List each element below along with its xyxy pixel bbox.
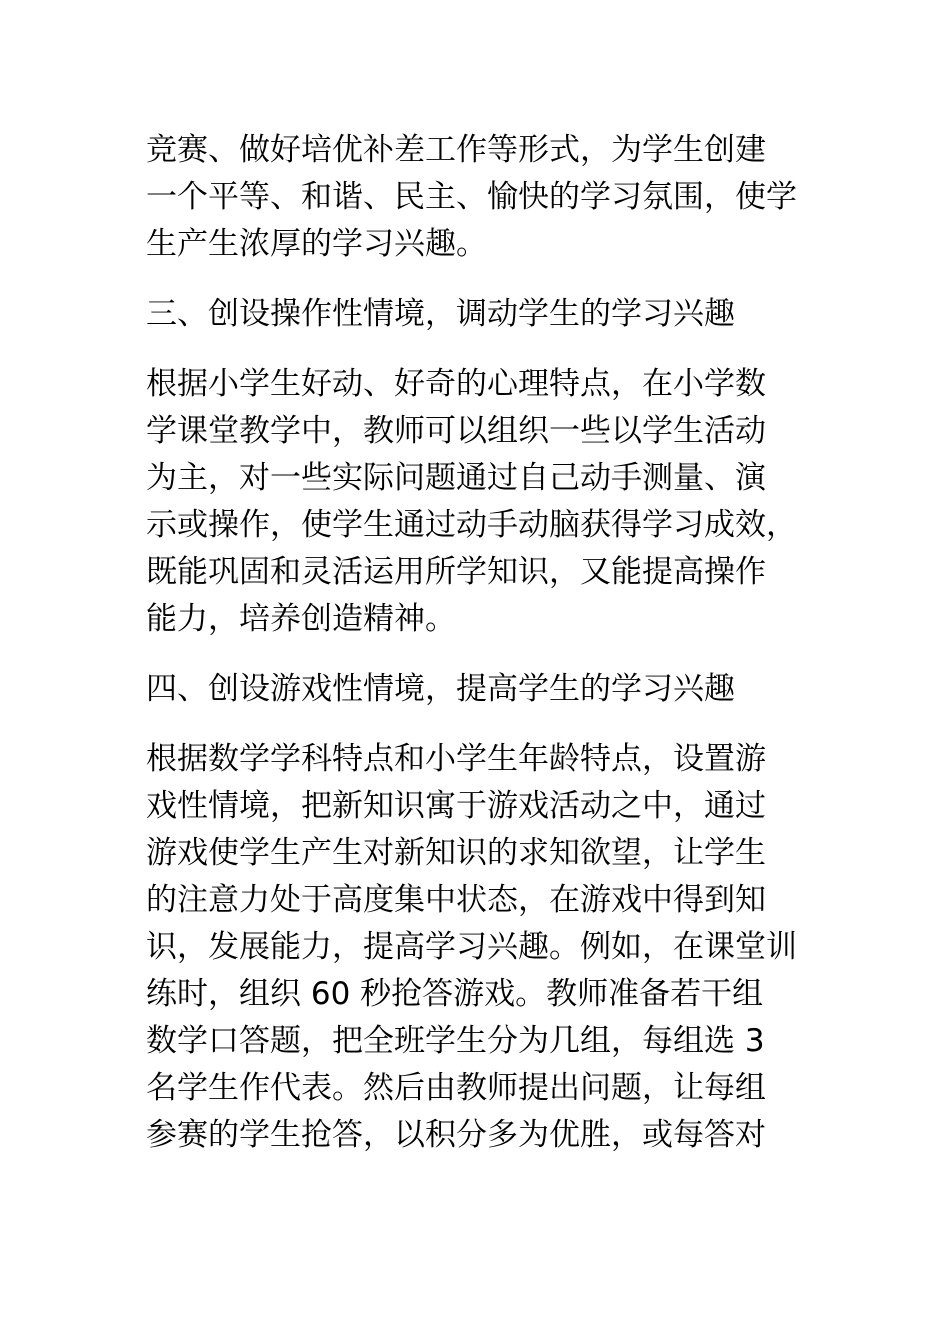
section-heading-3 bbox=[146, 291, 816, 338]
text-line: 数学口答题，把全班学生分为几组，每组选 3 bbox=[146, 1023, 765, 1059]
text-line: 游戏使学生产生对新知识的求知欲望，让学生 bbox=[146, 835, 766, 871]
text-line: 的注意力处于高度集中状态，在游戏中得到知 bbox=[146, 882, 766, 918]
text-line: 练时，组织 60 秒抢答游戏。教师准备若干组 bbox=[146, 976, 764, 1012]
text-line: 名学生作代表。然后由教师提出问题，让每组 bbox=[146, 1070, 766, 1106]
text-line: 生产生浓厚的学习兴趣。 bbox=[146, 226, 487, 262]
text-line: 示或操作，使学生通过动手动脑获得学习成效， bbox=[146, 507, 797, 543]
paragraph-section-3 bbox=[146, 361, 816, 643]
text-line: 根据小学生好动、好奇的心理特点，在小学数 bbox=[146, 366, 766, 402]
text-line: 竞赛、做好培优补差工作等形式，为学生创建 bbox=[146, 132, 766, 168]
paragraph-section-4 bbox=[146, 736, 816, 1159]
text-line: 为主，对一些实际问题通过自己动手测量、演 bbox=[146, 460, 766, 496]
document-body bbox=[146, 127, 816, 1182]
text-line: 能力，培养创造精神。 bbox=[146, 601, 456, 637]
text-line: 学课堂教学中，教师可以组织一些以学生活动 bbox=[146, 413, 766, 449]
heading-line: 四、创设游戏性情境，提高学生的学习兴趣 bbox=[146, 671, 735, 707]
paragraph-intro-continued bbox=[146, 127, 816, 268]
text-line: 参赛的学生抢答，以积分多为优胜，或每答对 bbox=[146, 1117, 766, 1153]
text-line: 既能巩固和灵活运用所学知识，又能提高操作 bbox=[146, 554, 766, 590]
text-line: 一个平等、和谐、民主、愉快的学习氛围，使学 bbox=[146, 179, 797, 215]
text-line: 戏性情境，把新知识寓于游戏活动之中，通过 bbox=[146, 788, 766, 824]
text-line: 根据数学学科特点和小学生年龄特点，设置游 bbox=[146, 741, 766, 777]
text-line: 识，发展能力，提高学习兴趣。例如，在课堂训 bbox=[146, 929, 797, 965]
section-heading-4 bbox=[146, 666, 816, 713]
heading-line: 三、创设操作性情境，调动学生的学习兴趣 bbox=[146, 296, 735, 332]
